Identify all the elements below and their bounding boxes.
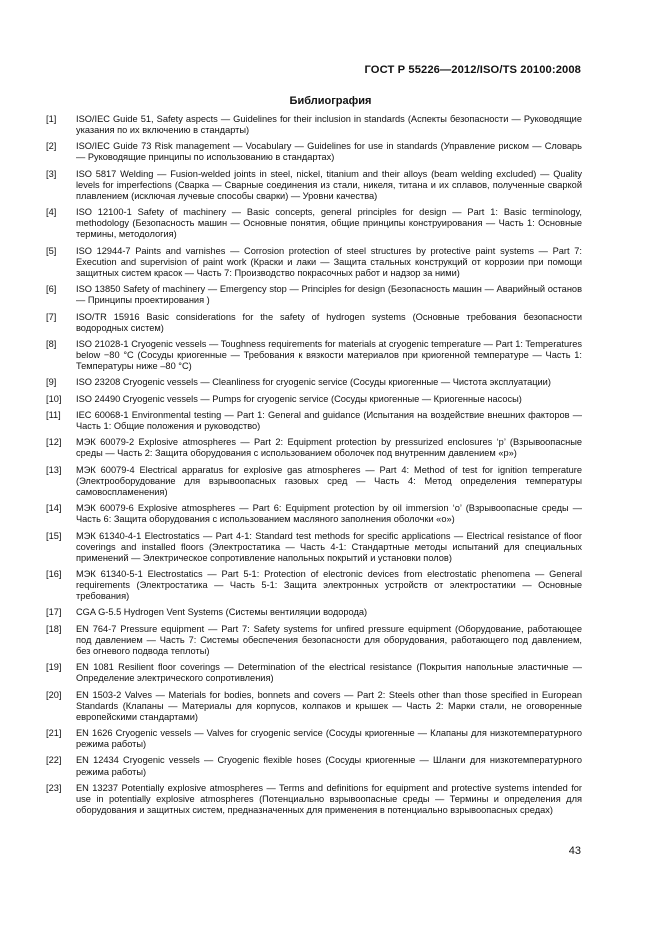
entry-number: [11] [46, 409, 61, 420]
entry-text: ISO 12100-1 Safety of machinery — Basic concepts, general principles for design — Part 1: Basic terminology, methodology (Безопасность машин — Основные понятия, общие принципы конструирования — Часть 1: Основные термины, методология) [76, 207, 582, 240]
entry-text: ISO/IEC Guide 73 Risk management — Vocabulary — Guidelines for use in standards (Управление риском — Словарь — Руководящие принципы по использованию в стандартах) [76, 141, 582, 163]
entry-text: CGA G-5.5 Hydrogen Vent Systems (Системы вентиляции водорода) [76, 607, 368, 618]
bibliography-entry [46, 207, 582, 240]
entry-number: [4] [46, 207, 57, 218]
bibliography-entry [46, 503, 582, 525]
entry-number: [2] [46, 141, 57, 152]
entry-number: [6] [46, 284, 57, 295]
entry-text: EN 1503-2 Valves — Materials for bodies, bonnets and covers — Part 2: Steels other than those specified in European Standards (Клапаны — Материалы для корпусов, колпаков и крышек — Часть 2: Марки стали, не оговоренные европейскими стандартами) [76, 689, 582, 722]
entry-text: EN 12434 Cryogenic vessels — Cryogenic flexible hoses (Сосуды криогенные — Шланги для низкотемпературного режима работы) [76, 755, 582, 777]
bibliography-entry [46, 377, 582, 388]
bibliography-entry [46, 465, 582, 498]
entry-number: [5] [46, 245, 57, 256]
entry-number: [10] [46, 393, 62, 404]
bibliography-entry [46, 662, 582, 684]
bibliography-entry [46, 339, 582, 372]
bibliography-entry [46, 569, 582, 602]
bibliography-entry [46, 690, 582, 723]
entry-text: IEC 60068-1 Environmental testing — Part 1: General and guidance (Испытания на воздействие внешних факторов — Часть 1: Общие положения и руководство) [76, 409, 582, 432]
entry-text: EN 764-7 Pressure equipment — Part 7: Safety systems for unfired pressure equipment (Оборудование, работающее под давлением — Часть 7: Системы обеспечения безопасности для оборудования, работающего под давлением, без огневого подвода теплоты) [76, 623, 582, 656]
entry-text: ISO 23208 Cryogenic vessels — Cleanliness for cryogenic service (Сосуды криогенные — Чистота эксплуатации) [76, 377, 551, 388]
section-title: Библиография [289, 95, 372, 107]
bibliography-entry [46, 284, 582, 306]
bibliography-entry [46, 141, 582, 163]
entry-text: МЭК 61340-4-1 Electrostatics — Part 4-1: Standard test methods for specific applications — Electrical resistance of floor coverings and installed floors (Электростатика — Часть 4-1: Стандартные методы испытаний для специальных применений — Электрическое сопротивление напольных покрытий и установки полов) [76, 530, 582, 563]
entry-number: [3] [46, 168, 57, 179]
entry-text: EN 13237 Potentially explosive atmospheres — Terms and definitions for equipment and protective systems intended for use in potentially explosive atmospheres (Потенциально взрывоопасные среды — Термины и определения для оборудования и защитных систем, предназначенных для применения в потенциально взрывоопасных средах) [76, 782, 582, 815]
entry-number: [18] [46, 623, 62, 634]
entry-text: ISO 12944-7 Paints and varnishes — Corrosion protection of steel structures by protective paint systems — Part 7: Execution and supervision of paint work (Краски и лаки — Защита стальных конструкций от коррозии при помощи защитных систем красок — Часть 7: Производство покрасочных работ и надзор за ними) [76, 245, 582, 278]
entry-text: ISO 21028-1 Cryogenic vessels — Toughness requirements for materials at cryogenic temperature — Part 1: Temperatures below −80 °C (Сосуды криогенные — Требования к вязкости материалов при криогенной температуре — Часть 1: Температуры ниже –80 °C) [76, 338, 582, 372]
entry-number: [8] [46, 338, 57, 349]
entry-text: МЭК 61340-5-1 Electrostatics — Part 5-1: Protection of electronic devices from electrostatic phenomena — General requirements (Электростатика — Часть 5-1: Защита электронных устройств от электростатики — Основные требования) [76, 569, 582, 602]
entry-number: [7] [46, 311, 57, 322]
entry-text: EN 1081 Resilient floor coverings — Determination of the electrical resistance (Покрытия напольные эластичные — Определение электрического сопротивления) [76, 662, 582, 684]
document-header: ГОСТ Р 55226—2012/ISO/TS 20100:2008 [364, 64, 581, 76]
bibliography-entry [46, 169, 582, 202]
bibliography-entry [46, 607, 582, 618]
bibliography-entry [46, 755, 582, 777]
entry-text: ISO 13850 Safety of machinery — Emergency stop — Principles for design (Безопасность машин — Аварийный останов — Принципы проектирования ) [76, 284, 582, 306]
entry-text: ISO/IEC Guide 51, Safety aspects — Guidelines for their inclusion in standards (Аспекты безопасности — Руководящие указания по их включению в стандарты) [76, 114, 582, 136]
bibliography-entry [46, 437, 582, 459]
entry-number: [22] [46, 755, 62, 766]
entry-text: МЭК 60079-2 Explosive atmospheres — Part 2: Equipment protection by pressurized enclosures ‘p’ (Взрывоопасные среды — Часть 2: Защита оборудования с использованием оболочек под внутренним давлением «р») [76, 437, 582, 459]
bibliography-entry [46, 114, 582, 136]
entry-text: ISO/TR 15916 Basic considerations for the safety of hydrogen systems (Основные требования безопасности водородных систем) [76, 311, 582, 333]
entry-text: EN 1626 Cryogenic vessels — Valves for cryogenic service (Сосуды криогенные — Клапаны для низкотемпературного режима работы) [76, 728, 582, 750]
bibliography-entry [46, 531, 582, 564]
entry-text: МЭК 60079-4 Electrical apparatus for explosive gas atmospheres — Part 4: Method of test for ignition temperature (Электрооборудование для взрывоопасных газовых сред — Часть 4: Метод определения температуры самовоспламенения) [76, 464, 582, 497]
bibliography-entry [46, 728, 582, 750]
entry-number: [20] [46, 689, 62, 700]
bibliography-entry [46, 624, 582, 657]
entry-number: [15] [46, 530, 62, 541]
bibliography-entry [46, 410, 582, 432]
entry-number: [23] [46, 782, 62, 793]
bibliography-entry [46, 394, 582, 405]
entry-number: [9] [46, 377, 57, 388]
entry-number: [21] [46, 728, 62, 739]
page-number: 43 [568, 845, 581, 857]
bibliography-list [46, 114, 582, 821]
bibliography-entry [46, 246, 582, 279]
entry-number: [16] [46, 569, 62, 579]
entry-text: МЭК 60079-6 Explosive atmospheres — Part 6: Equipment protection by oil immersion ‘o’ (Взрывоопасные среды — Часть 6: Защита оборудования с использованием масляного заполнения оболочки «о») [76, 503, 582, 525]
entry-text: ISO 5817 Welding — Fusion-welded joints in steel, nickel, titanium and their alloys (beam welding excluded) — Quality levels for imperfections (Сварка — Сварные соединения из стали, никеля, титана и их сплавов, полученные сваркой плавлением (исключая лучевые способы сварки) — Уровни качества) [76, 168, 582, 201]
entry-number: [19] [46, 662, 62, 673]
bibliography-entry [46, 783, 582, 816]
entry-text: ISO 24490 Cryogenic vessels — Pumps for cryogenic service (Сосуды криогенные — Криогенные насосы) [76, 393, 522, 404]
entry-number: [14] [46, 503, 62, 514]
entry-number: [12] [46, 437, 62, 448]
entry-number: [13] [46, 464, 62, 475]
entry-number: [17] [46, 607, 62, 618]
entry-number: [1] [46, 114, 57, 124]
bibliography-entry [46, 312, 582, 334]
